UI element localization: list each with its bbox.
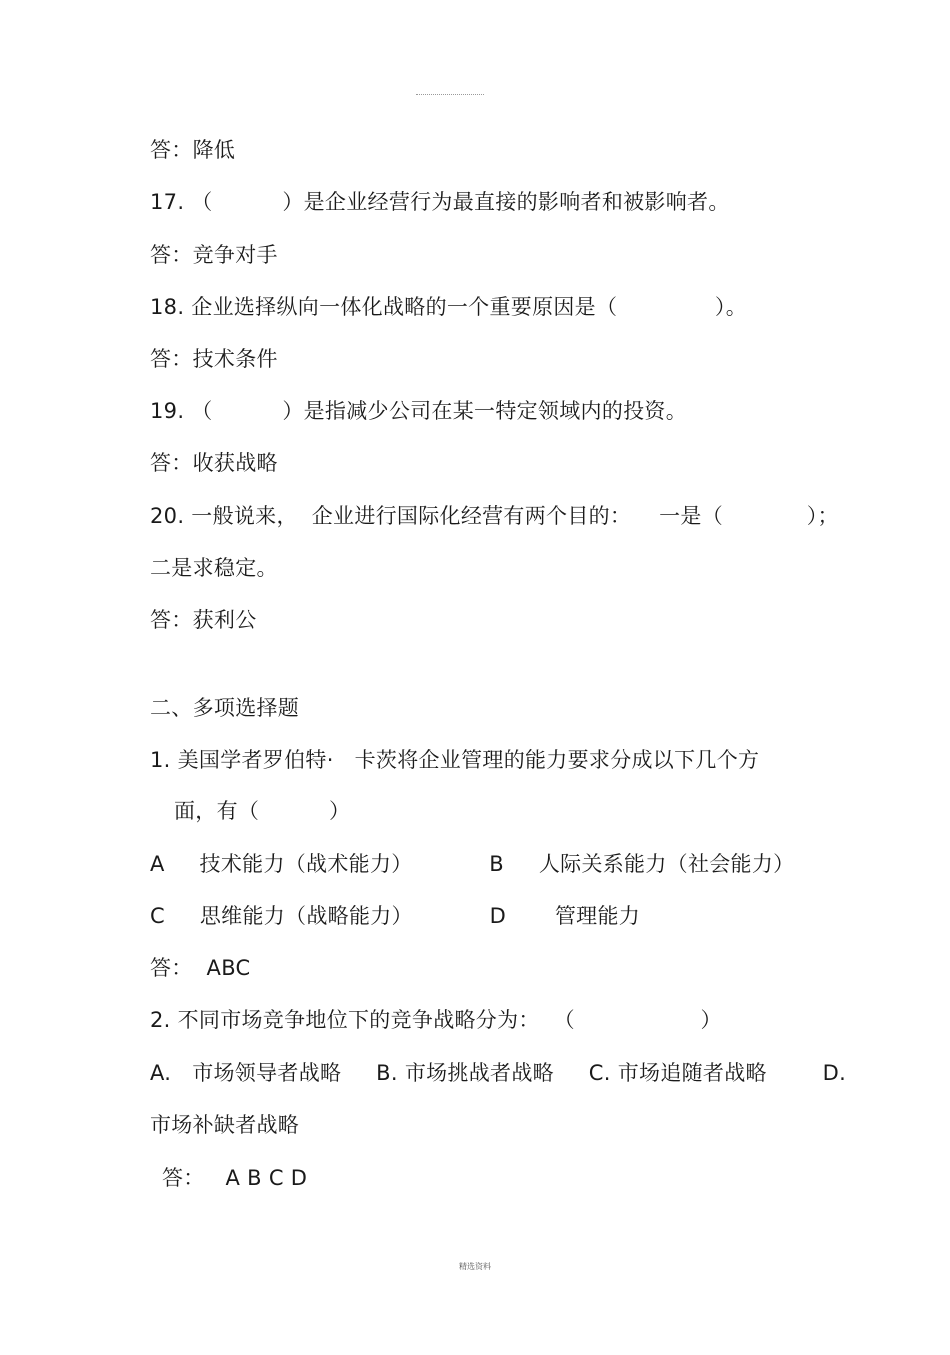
question-20-line-1: 20. 一般说来， 企业进行国际化经营有两个目的： 一是（ ）； — [150, 504, 839, 528]
mc-question-1-line-2: 面，有（ ） — [174, 799, 351, 823]
answer-20: 答：获利公 — [150, 608, 257, 632]
mc-question-1-options-cd: C 思维能力（战略能力） D 管理能力 — [150, 904, 641, 928]
answer-17: 答：竞争对手 — [150, 243, 278, 267]
question-18: 18. 企业选择纵向一体化战略的一个重要原因是（ ）。 — [150, 295, 748, 319]
question-19: 19. （ ）是指减少公司在某一特定领域内的投资。 — [150, 399, 688, 423]
answer-16: 答：降低 — [150, 138, 236, 162]
mc-question-2-options-line-1: A. 市场领导者战略 B. 市场挑战者战略 C. 市场追随者战略 D. — [150, 1061, 847, 1085]
question-17: 17. （ ）是企业经营行为最直接的影响者和被影响者。 — [150, 190, 730, 214]
question-20-line-2: 二是求稳定。 — [150, 556, 278, 580]
mc-question-2: 2. 不同市场竞争地位下的竞争战略分为： （ ） — [150, 1008, 722, 1032]
header-dotted-rule — [416, 94, 484, 95]
mc-answer-1: 答： ABC — [150, 956, 251, 980]
section-heading-multiple-choice: 二、多项选择题 — [150, 696, 300, 720]
mc-answer-2: 答： A B C D — [162, 1166, 308, 1190]
answer-18: 答：技术条件 — [150, 347, 278, 371]
mc-question-1-options-ab: A 技术能力（战术能力） B 人际关系能力（社会能力） — [150, 852, 795, 876]
answer-19: 答：收获战略 — [150, 451, 278, 475]
page-footer: 精选资料 — [459, 1262, 491, 1271]
mc-question-2-options-line-2: 市场补缺者战略 — [150, 1113, 300, 1137]
mc-question-1-line-1: 1. 美国学者罗伯特· 卡茨将企业管理的能力要求分成以下几个方 — [150, 748, 760, 772]
